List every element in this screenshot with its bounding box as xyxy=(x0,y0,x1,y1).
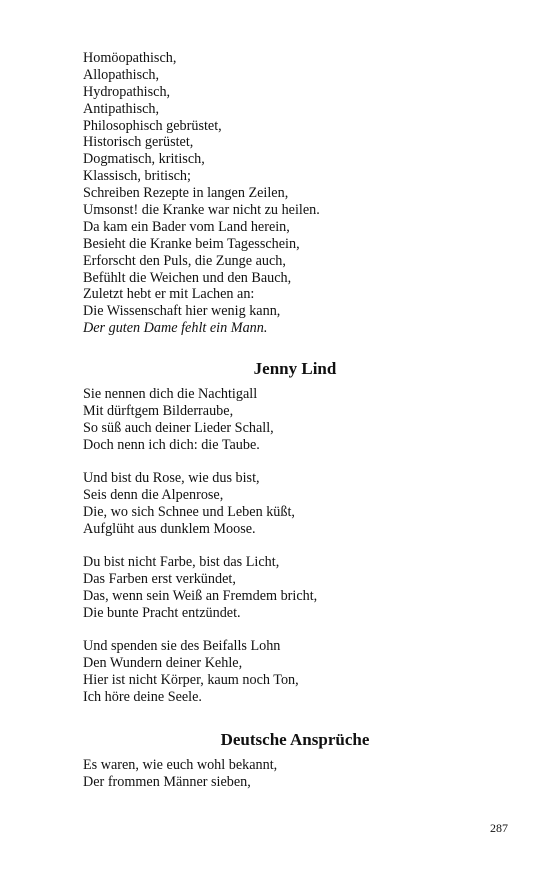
verse-line: Die bunte Pracht entzündet. xyxy=(83,604,241,621)
verse-line: Philosophisch gebrüstet, xyxy=(83,117,222,134)
verse-line: So süß auch deiner Lieder Schall, xyxy=(83,419,274,436)
verse-line: Befühlt die Weichen und den Bauch, xyxy=(83,269,292,286)
verse-line: Da kam ein Bader vom Land herein, xyxy=(83,218,290,235)
verse-line: Doch nenn ich dich: die Taube. xyxy=(83,436,260,453)
verse-line: Besieht die Kranke beim Tagesschein, xyxy=(83,235,300,252)
verse-line: Homöopathisch, xyxy=(83,50,177,66)
verse-line: Dogmatisch, kritisch, xyxy=(83,151,205,168)
verse-line: Das Farben erst verkündet, xyxy=(83,570,236,587)
verse-line: Du bist nicht Farbe, bist das Licht, xyxy=(83,554,280,570)
stanza xyxy=(83,554,513,622)
verse-line: Den Wundern deiner Kehle, xyxy=(83,654,243,671)
stanza xyxy=(83,757,513,791)
verse-line: Ich höre deine Seele. xyxy=(83,688,202,705)
page-number: 287 xyxy=(490,821,508,835)
verse-line: Erforscht den Puls, die Zunge auch, xyxy=(83,252,286,269)
verse-line: Schreiben Rezepte in langen Zeilen, xyxy=(83,185,289,202)
verse-line: Es waren, wie euch wohl bekannt, xyxy=(83,757,278,773)
verse-line: Antipathisch, xyxy=(83,100,160,117)
verse-line-italic: Der guten Dame fehlt ein Mann. xyxy=(83,320,268,337)
stanza xyxy=(83,386,513,454)
verse-line: Seis denn die Alpenrose, xyxy=(83,486,224,503)
verse-line: Und spenden sie des Beifalls Lohn xyxy=(83,638,281,654)
verse-line: Die Wissenschaft hier wenig kann, xyxy=(83,303,281,320)
verse-line: Hydropathisch, xyxy=(83,83,171,100)
poem-title: Jenny Lind xyxy=(253,359,337,378)
verse-line: Mit dürftgem Bilderraube, xyxy=(83,402,234,419)
poem-title: Deutsche Ansprüche xyxy=(220,730,370,749)
verse-line: Sie nennen dich die Nachtigall xyxy=(83,386,258,402)
poem-continuation xyxy=(83,50,513,337)
verse-line: Zuletzt hebt er mit Lachen an: xyxy=(83,286,255,303)
verse-line: Das, wenn sein Weiß an Fremdem bricht, xyxy=(83,587,318,604)
stanza xyxy=(83,470,513,538)
verse-line: Umsonst! die Kranke war nicht zu heilen. xyxy=(83,202,320,219)
verse-line: Und bist du Rose, wie dus bist, xyxy=(83,470,260,486)
verse-line: Aufglüht aus dunklem Moose. xyxy=(83,520,256,537)
verse-line: Allopathisch, xyxy=(83,66,160,83)
verse-line: Der frommen Männer sieben, xyxy=(83,773,251,790)
verse-line: Klassisch, britisch; xyxy=(83,168,191,185)
stanza xyxy=(83,638,513,706)
verse-line: Historisch gerüstet, xyxy=(83,134,194,151)
verse-line: Die, wo sich Schnee und Leben küßt, xyxy=(83,503,295,520)
verse-line: Hier ist nicht Körper, kaum noch Ton, xyxy=(83,671,299,688)
